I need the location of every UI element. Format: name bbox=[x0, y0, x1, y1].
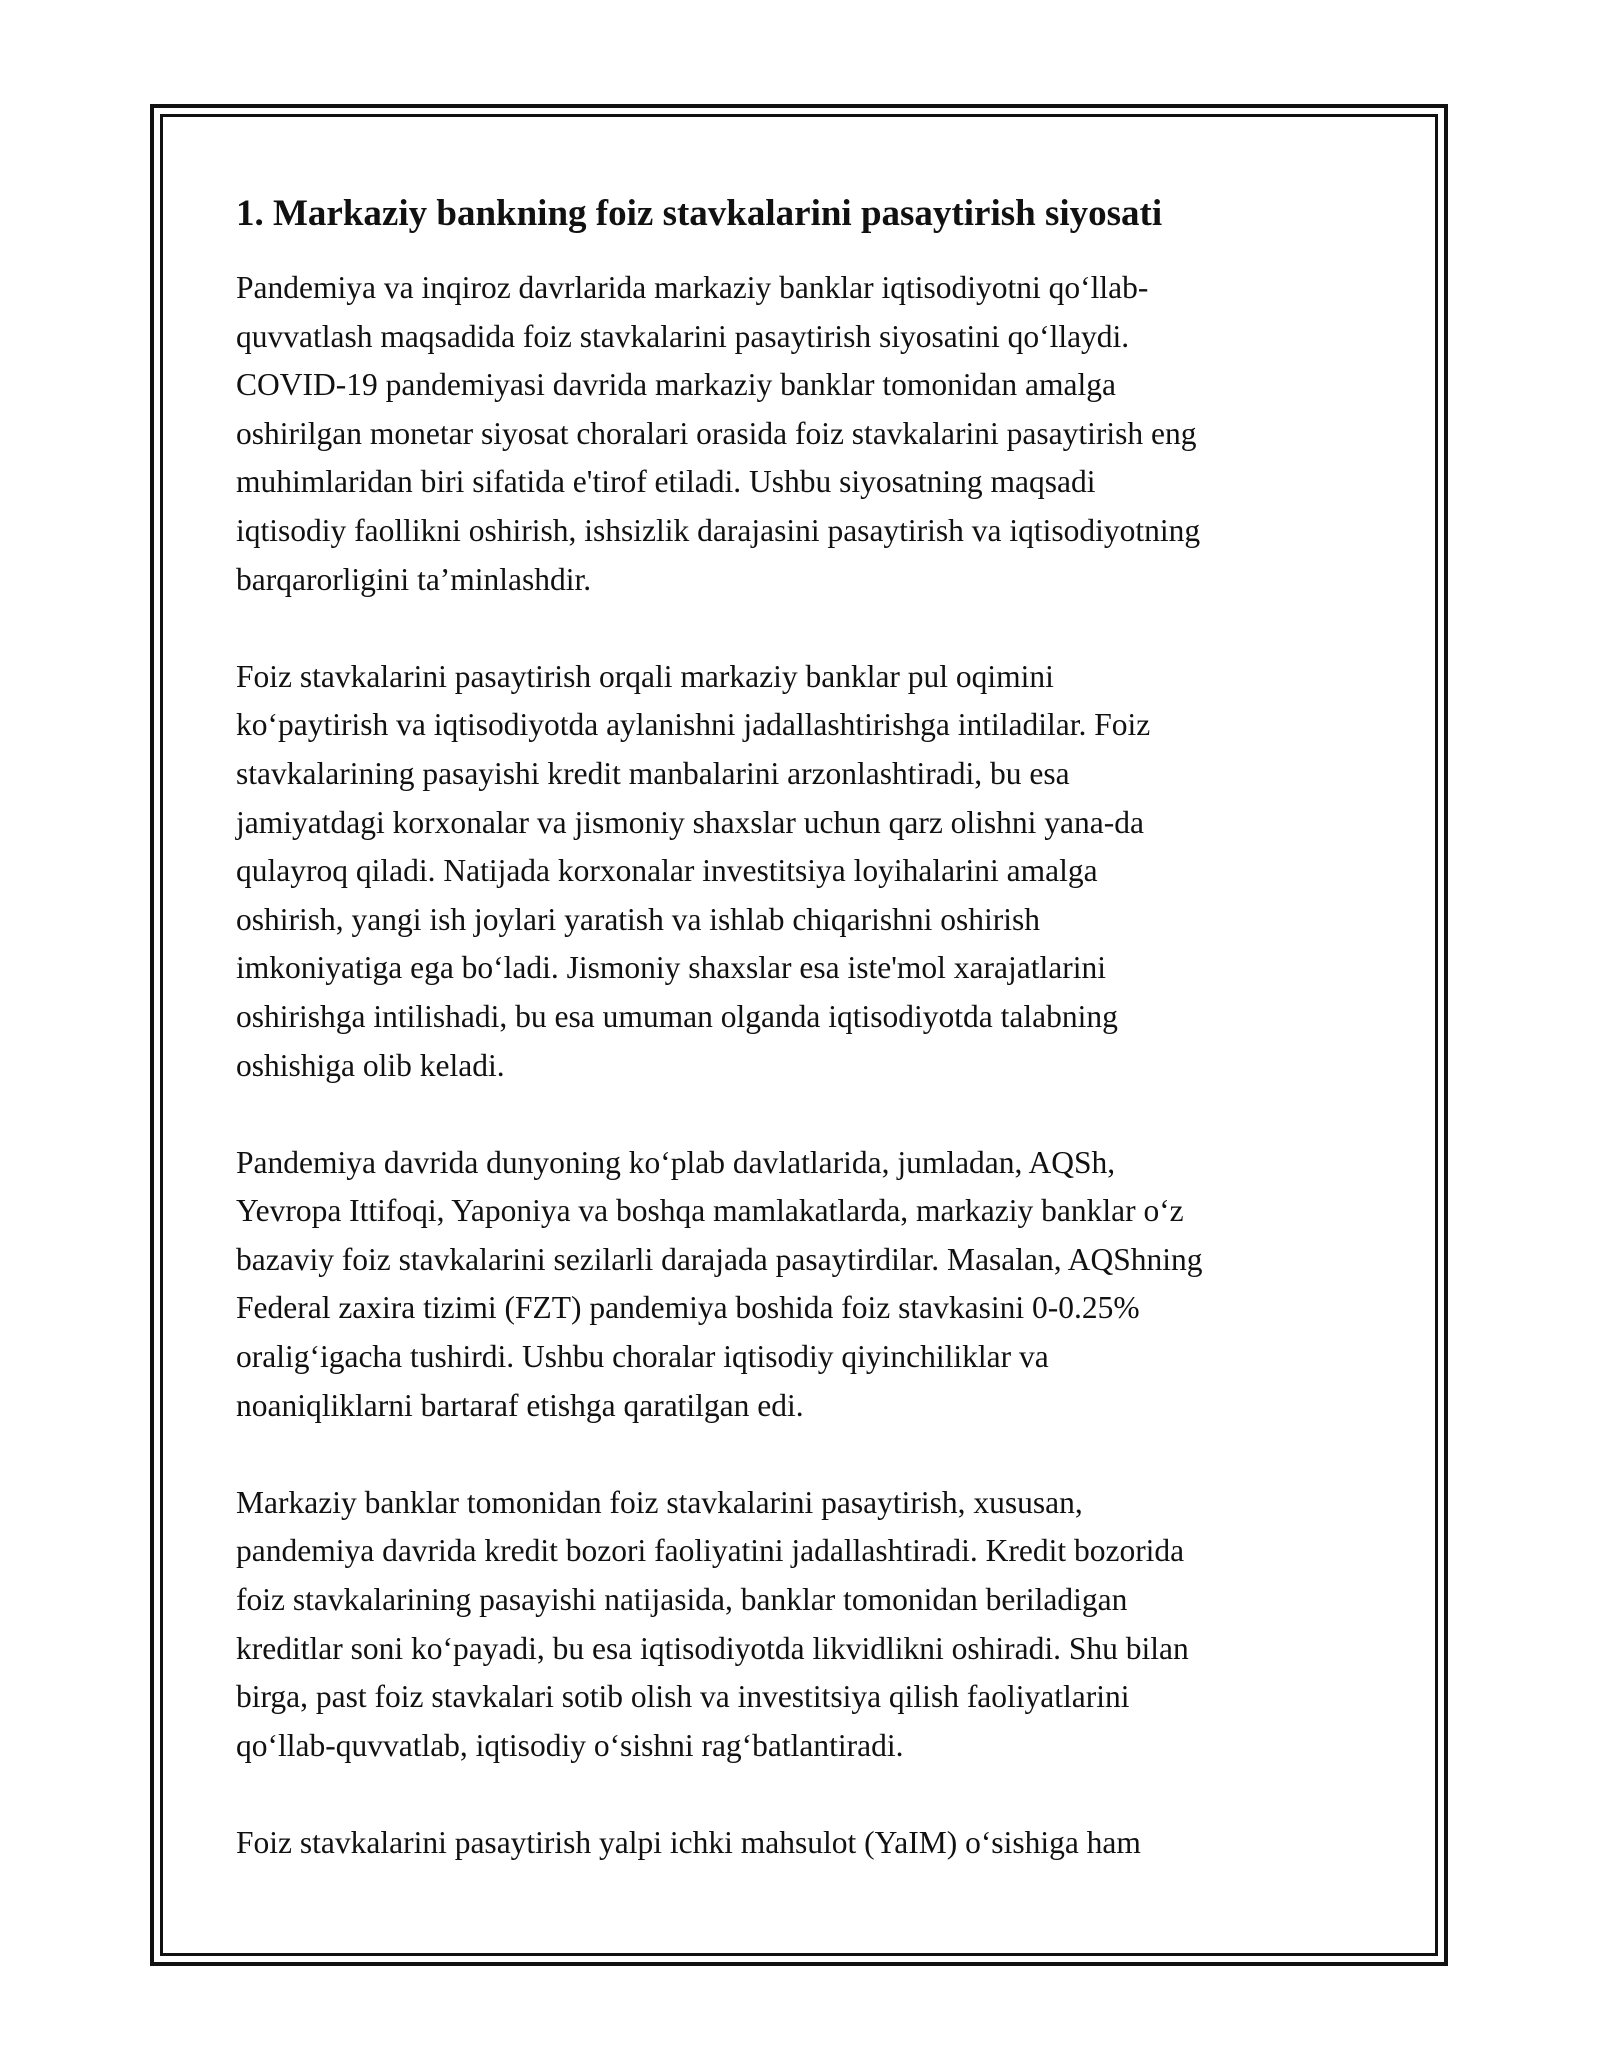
text-line: quvvatlash maqsadida foiz stavkalarini pasaytirish siyosatini qo‘llaydi. bbox=[236, 318, 1130, 354]
text-line: Pandemiya davrida dunyoning ko‘plab davlatlarida, jumladan, AQSh, bbox=[236, 1144, 1116, 1180]
text-line: oshishiga olib keladi. bbox=[236, 1047, 505, 1083]
text-line: Foiz stavkalarini pasaytirish orqali markaziy banklar pul oqimini bbox=[236, 658, 1054, 694]
text-line: Federal zaxira tizimi (FZT) pandemiya boshida foiz stavkasini 0-0.25% bbox=[236, 1290, 1140, 1326]
text-line: stavkalarining pasayishi kredit manbalarini arzonlashtiradi, bu esa bbox=[236, 755, 1070, 791]
text-line: noaniqliklarni bartaraf etishga qaratilgan edi. bbox=[236, 1387, 804, 1423]
section-heading: 1. Markaziy bankning foiz stavkalarini pasaytirish siyosati bbox=[236, 193, 1163, 234]
text-line: oshirish, yangi ish joylari yaratish va ishlab chiqarishni oshirish bbox=[236, 901, 1041, 937]
text-line: COVID-19 pandemiyasi davrida markaziy banklar tomonidan amalga bbox=[236, 367, 1116, 403]
text-line: muhimlaridan biri sifatida e'tirof etiladi. Ushbu siyosatning maqsadi bbox=[236, 464, 1096, 500]
text-line: barqarorligini ta’minlashdir. bbox=[236, 561, 592, 597]
text-line: qulayroq qiladi. Natijada korxonalar investitsiya loyihalarini amalga bbox=[236, 853, 1098, 889]
text-line: oshirishga intilishadi, bu esa umuman olganda iqtisodiyotda talabning bbox=[236, 998, 1118, 1034]
text-line: iqtisodiy faollikni oshirish, ishsizlik darajasini pasaytirish va iqtisodiyotning bbox=[236, 512, 1201, 548]
text-line: kreditlar soni ko‘payadi, bu esa iqtisodiyotda likvidlikni oshiradi. Shu bilan bbox=[236, 1630, 1189, 1666]
text-line: bazaviy foiz stavkalarini sezilarli darajada pasaytirdilar. Masalan, AQShning bbox=[236, 1241, 1203, 1277]
text-line: oralig‘igacha tushirdi. Ushbu choralar iqtisodiy qiyinchiliklar va bbox=[236, 1339, 1049, 1375]
text-line: Pandemiya va inqiroz davrlarida markaziy banklar iqtisodiyotni qo‘llab- bbox=[236, 270, 1149, 305]
text-line: foiz stavkalarining pasayishi natijasida, banklar tomonidan beriladigan bbox=[236, 1582, 1128, 1618]
text-line: qo‘llab-quvvatlab, iqtisodiy o‘sishni rag‘batlantiradi. bbox=[236, 1727, 904, 1763]
text-line: pandemiya davrida kredit bozori faoliyatini jadallashtiradi. Kredit bozorida bbox=[236, 1533, 1185, 1569]
text-line: Foiz stavkalarini pasaytirish yalpi ichki mahsulot (YaIM) o‘sishiga ham bbox=[236, 1825, 1141, 1860]
text-line: oshirilgan monetar siyosat choralari orasida foiz stavkalarini pasaytirish eng bbox=[236, 415, 1197, 451]
text-line: Markaziy banklar tomonidan foiz stavkalarini pasaytirish, xususan, bbox=[236, 1484, 1083, 1520]
paragraph-2 bbox=[236, 653, 1376, 1090]
paragraph-3 bbox=[236, 1139, 1376, 1431]
text-line: imkoniyatiga ega bo‘ladi. Jismoniy shaxslar esa iste'mol xarajatlarini bbox=[236, 950, 1106, 986]
text-line: birga, past foiz stavkalari sotib olish va investitsiya qilish faoliyatlarini bbox=[236, 1679, 1130, 1715]
text-line: jamiyatdagi korxonalar va jismoniy shaxslar uchun qarz olishni yana-da bbox=[236, 804, 1144, 840]
text-line: ko‘paytirish va iqtisodiyotda aylanishni jadallashtirishga intiladilar. Foiz bbox=[236, 707, 1151, 743]
text-line: Yevropa Ittifoqi, Yaponiya va boshqa mamlakatlarda, markaziy banklar o‘z bbox=[236, 1193, 1184, 1229]
document-body bbox=[236, 186, 1376, 1916]
paragraph-5 bbox=[236, 1819, 1376, 1868]
paragraph-1 bbox=[236, 264, 1376, 604]
paragraph-4 bbox=[236, 1479, 1376, 1771]
